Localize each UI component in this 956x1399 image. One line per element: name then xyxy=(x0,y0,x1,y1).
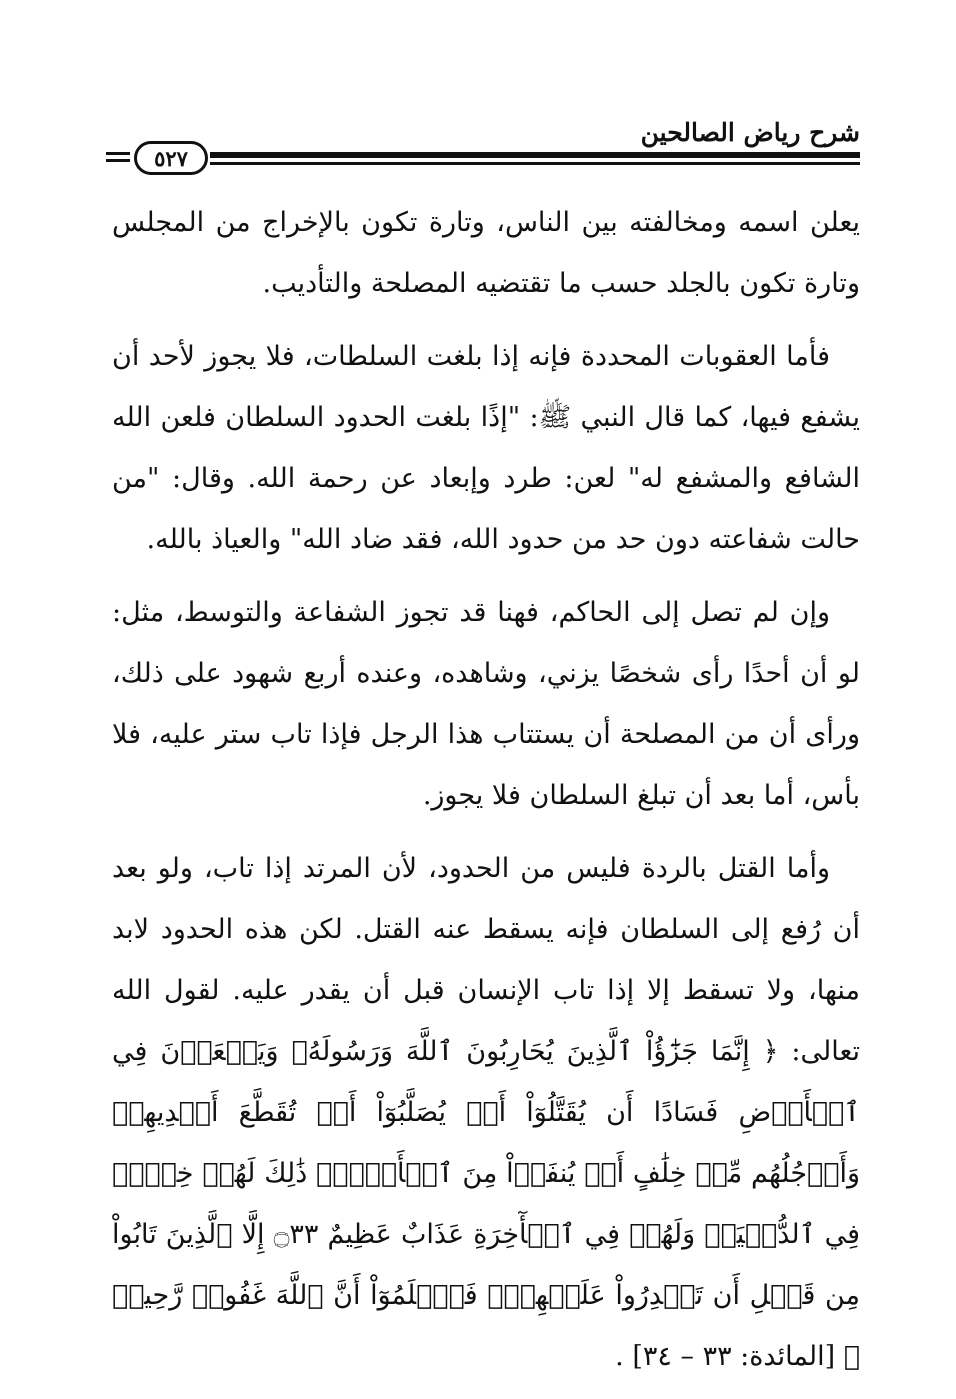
page-body xyxy=(112,192,860,1399)
page-number: ٥٢٧ xyxy=(134,141,208,175)
header-rule-end xyxy=(106,152,130,168)
paragraph-3: وإن لم تصل إلى الحاكم، فهنا قد تجوز الشفاعة والتوسط، مثل: لو أن أحدًا رأى شخصًا يزني، وشاهده، وعنده أربع شهود على ذلك، ورأى أن من المصلحة أن يستتاب هذا الرجل فإذا تاب ستر عليه، فلا بأس، أما بعد أن تبلغ السلطان فلا يجوز. xyxy=(112,597,860,811)
verse-reference: [المائدة: ٣٣ – ٣٤] . xyxy=(615,1341,836,1372)
paragraph-2: فأما العقوبات المحددة فإنه إذا بلغت السلطات، فلا يجوز لأحد أن يشفع فيها، كما قال النبي ﷺ: "إذًا بلغت الحدود السلطان فلعن الله الشافع والمشفع له" لعن: طرد وإبعاد عن رحمة الله. وقال: "من حالت شفاعته دون حد من حدود الله، فقد ضاد الله" والعياذ بالله. xyxy=(112,341,860,555)
quran-verse: ﴿ إِنَّمَا جَزَٰٓؤُاْ ٱلَّذِينَ يُحَارِبُونَ ٱللَّهَ وَرَسُولَهُۥ وَيَسۡعَوۡنَ فِي ٱلۡأَرۡضِ فَسَادًا أَن يُقَتَّلُوٓاْ أَوۡ يُصَلَّبُوٓاْ أَوۡ تُقَطَّعَ أَيۡدِيهِمۡ وَأَرۡجُلُهُم مِّنۡ خِلَٰفٍ أَوۡ يُنفَوۡاْ مِنَ ٱلۡأَرۡضِۚ ذَٰلِكَ لَهُمۡ خِزۡيٞ فِي ٱلدُّنۡيَاۖ وَلَهُمۡ فِي ٱلۡأٓخِرَةِ عَذَابٌ عَظِيمٌ ۝٣٣ إِلَّا ٱلَّذِينَ تَابُواْ مِن قَبۡلِ أَن تَقۡدِرُواْ عَلَيۡهِمۡۖ فَٱعۡلَمُوٓاْ أَنَّ ٱللَّهَ غَفُورٞ رَّحِيمٞ ﴾ xyxy=(112,1036,860,1372)
running-head-title: شرح رياض الصالحين xyxy=(640,118,860,147)
header-rule xyxy=(210,152,860,168)
paragraph-4 xyxy=(112,838,860,1387)
paragraph-1: يعلن اسمه ومخالفته بين الناس، وتارة تكون بالإخراج من المجلس وتارة تكون بالجلد حسب ما تقتضيه المصلحة والتأديب. xyxy=(112,207,860,299)
paragraph-4-text: وأما القتل بالردة فليس من الحدود، لأن المرتد إذا تاب، ولو بعد أن رُفع إلى السلطان فإنه يسقط عنه القتل. لكن هذه الحدود لابد منها، ولا تسقط إلا إذا تاب الإنسان قبل أن يقدر عليه. لقول الله تعالى: xyxy=(112,853,860,1067)
